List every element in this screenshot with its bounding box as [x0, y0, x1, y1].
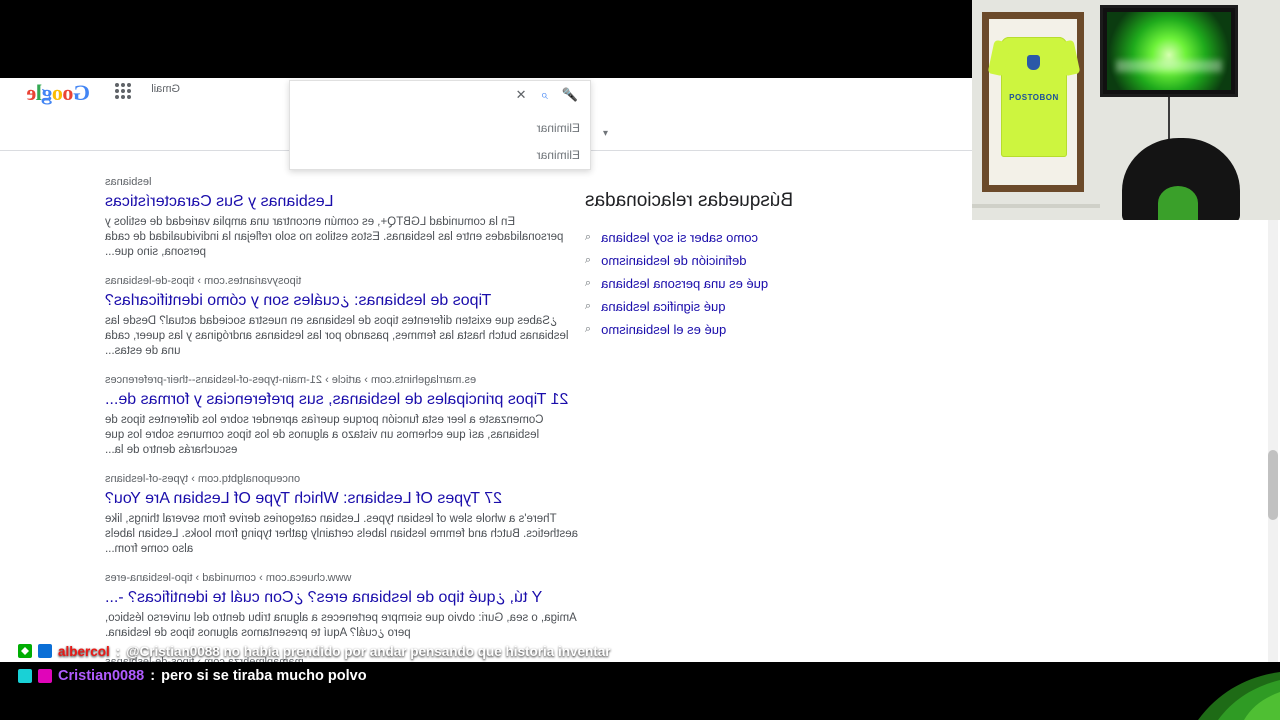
jersey-sponsor-text: POSTOBON — [1009, 93, 1059, 102]
related-search-item[interactable] — [585, 226, 850, 249]
related-search-label: qué es una persona lesbiana — [601, 276, 769, 291]
google-logo: Google — [26, 80, 90, 105]
remove-label: Eliminar — [536, 147, 580, 162]
related-search-label: como saber si soy lesbiana — [601, 230, 758, 245]
search-results-list — [105, 175, 590, 684]
related-search-item[interactable] — [585, 249, 850, 272]
result-title[interactable]: Y tú, ¿qué tipo de lesbiana eres? ¿Con cuál te identificas? -... — [105, 589, 543, 606]
related-searches — [585, 190, 850, 341]
search-result[interactable] — [105, 472, 590, 557]
shelf-line — [972, 204, 1100, 208]
prime-badge-icon — [18, 669, 32, 683]
tv-glow — [1107, 12, 1231, 90]
related-searches-heading: Búsquedas relacionadas — [585, 190, 794, 211]
related-search-item[interactable] — [585, 295, 850, 318]
chat-message — [0, 665, 1280, 687]
search-result[interactable] — [105, 175, 590, 260]
result-title[interactable]: Tipos de lesbianas: ¿cuáles son y cómo identificarlas? — [105, 292, 492, 309]
subscriber-badge-icon — [38, 644, 52, 658]
related-search-label: qué es el lesbianismo — [601, 322, 727, 337]
gmail-link[interactable]: Gmail — [151, 83, 180, 95]
remove-label: Eliminar — [536, 120, 580, 135]
search-icon: ⌕ — [585, 254, 592, 266]
chat-username[interactable]: Cristian0088 — [58, 668, 145, 684]
chat-message — [0, 640, 1280, 662]
lens-icon[interactable]: ⌕ — [540, 86, 548, 102]
chat-colon: : — [150, 668, 156, 684]
related-search-label: definición de lesbianismo — [601, 253, 747, 268]
chat-username[interactable]: albercol — [58, 643, 110, 659]
result-snippet: Comenzaste a leer esta función porque querías aprender sobre los diferentes tipos de lesbianas, así que echemos un vistazo a algunos de los tipos comunes sobre los que escucharás dentro de la... — [105, 414, 544, 456]
result-url: lesbianas — [105, 176, 152, 188]
result-url: onceuponalgbtq.com › types-of-lesbians — [105, 473, 301, 485]
search-suggestion-popup[interactable] — [289, 80, 591, 170]
result-title[interactable]: Lesbianas y Sus Características — [105, 193, 334, 210]
result-snippet: En la comunidad LGBTQ+, es común encontrar una amplia variedad de estilos y personalidades entre las lesbianas. Estos estilos no solo reflejan la individualidad de cada persona, sino que... — [105, 216, 564, 258]
result-title[interactable]: 21 Tipos principales de lesbianas, sus preferencias y formas de... — [105, 391, 569, 408]
result-url: es.marrlagehints.com › article › 21-main-types-of-lesbians--their-preferences — [105, 374, 477, 386]
result-url: tiposyvariantes.com › tipos-de-lesbianas — [105, 275, 302, 287]
popup-row-remove-2[interactable] — [290, 141, 590, 168]
search-result[interactable] — [105, 571, 590, 641]
result-snippet: There's a whole slew of lesbian types. Lesbian categories derive from several things, like aesthetics. Butch and femme lesbian labels certainly gather typing from looks. Lesbian labels also come from... — [105, 513, 579, 555]
result-snippet: Amiga, o sea, Guri: obvio que siempre perteneces a alguna tribu dentro del universo lésbico, pero ¿cuál? Aquí te presentamos algunos tipos de lesbiana. — [105, 612, 577, 639]
chevron-down-icon[interactable]: ▾ — [602, 128, 608, 139]
moderator-badge-icon — [18, 644, 32, 658]
search-result[interactable] — [105, 274, 590, 359]
chat-text: @Cristian0088 no había prendido por andar pensando que historia inventar — [126, 643, 611, 659]
framed-jersey — [982, 12, 1084, 192]
streamer-highlight — [1158, 186, 1198, 220]
chat-colon: : — [115, 643, 121, 659]
related-search-label: qué significa lesbiana — [601, 299, 726, 314]
mic-icon[interactable]: 🎤 — [561, 86, 578, 102]
search-result[interactable] — [105, 373, 590, 458]
search-icon: ⌕ — [585, 300, 592, 312]
search-icon: ⌕ — [585, 231, 592, 243]
result-snippet: ¿Sabes que existen diferentes tipos de lesbianas en nuestra sociedad actual? Desde las lesbianas butch hasta las femmes, pasando por las lesbianas andróginas y las queer, cada una de estas... — [105, 315, 569, 357]
apps-grid-icon[interactable] — [113, 83, 131, 101]
result-url: www.chueca.com › comunidad › tipo-lesbiana-eres — [105, 572, 352, 584]
popup-row-remove-1[interactable] — [290, 114, 590, 141]
page-scrollbar[interactable] — [1268, 150, 1278, 720]
related-search-item[interactable] — [585, 318, 850, 341]
close-icon[interactable]: ✕ — [515, 86, 527, 102]
search-icon: ⌕ — [585, 277, 592, 289]
vip-badge-icon — [38, 669, 52, 683]
webcam-overlay — [972, 0, 1280, 220]
result-title[interactable]: 27 Types Of Lesbians: Which Type Of Lesbian Are You? — [105, 490, 502, 507]
related-search-item[interactable] — [585, 272, 850, 295]
search-icon: ⌕ — [585, 323, 592, 335]
jersey-crest — [1027, 55, 1040, 70]
tv-streak — [1116, 60, 1222, 72]
tv-screen — [1100, 5, 1238, 97]
chat-text: pero si se tiraba mucho polvo — [161, 668, 367, 684]
popup-toolbar — [290, 81, 590, 107]
scrollbar-thumb[interactable] — [1268, 450, 1278, 520]
